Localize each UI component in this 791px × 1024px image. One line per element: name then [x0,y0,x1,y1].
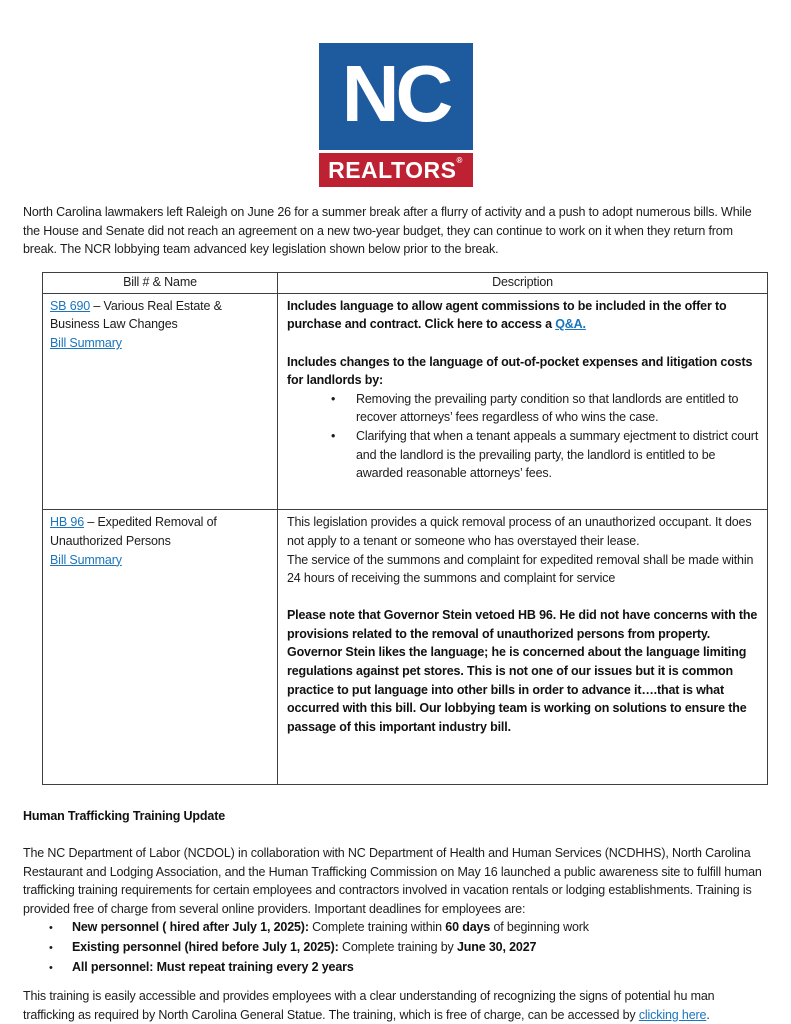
hb96-desc-line-2: The service of the summons and complaint for expedited removal shall be made within 24 hours of receiving the summons and complaint for service [287,552,754,586]
bullet-icon [331,390,356,427]
hb96-name-cell [43,510,278,785]
bullet-2-mid: Complete training by [338,940,457,954]
training-bullet-existing-personnel [49,938,768,958]
closing-period: . [706,1007,710,1022]
sb690-bullet-2-text: Clarifying that when a tenant appeals a summary ejectment to district court and the landlord is the prevailing party, the landlord is entitled to be awarded reasonable attorneys’ fees. [356,428,759,481]
bullet-2-bold-2: June 30, 2027 [456,940,537,954]
intro-paragraph: North Carolina lawmakers left Raleigh on June 26 for a summer break after a flurry of activity and a push to adopt numerous bills. While the House and Senate did not reach an agreement on a new two-year budget, they can continue to work on it when they return from break. The NCR lobbying team advanced key legislation shown below prior to the break. [23,205,752,257]
sb690-desc-p1-text: Includes language to allow agent commissions to be included in the offer to purchase and contract. Click here to access a [287,298,727,332]
training-paragraph: The NC Department of Labor (NCDOL) in collaboration with NC Department of Health and Human Services (NCDHHS), North Carolina Restaurant and Lodging Association, and the Human Trafficking Commission on May 16 launched a public awareness site to fulfill human trafficking training requirements for certain employees and contractors involved in vacation rentals or lodging establishments. Training is provided free of charge from several online providers. Important deadlines for employees are: [23,846,762,916]
bills-table [42,272,768,786]
table-row-sb690 [43,293,768,510]
registered-trademark-symbol: ® [456,155,463,165]
table-header-row [43,272,768,293]
sb690-bill-summary-link[interactable]: Bill Summary [50,335,122,350]
training-bullet-1-text [72,918,589,938]
hb96-title-text: – Expedited Removal of Unauthorized Persons [50,515,217,548]
training-bullet-new-personnel [49,918,768,938]
bullet-2-bold: Existing personnel (hired before July 1, 2025): [72,940,339,954]
bullet-1-end: of beginning work [490,920,589,935]
closing-text: This training is easily accessible and provides employees with a clear understanding of recognizing the signs of potential hu man trafficking as required by North Carolina General Statue. The training, which is free of charge, can be accessed by [23,989,715,1022]
bullet-icon [49,938,72,958]
logo-realtors-text [328,155,463,183]
spacer [287,334,759,353]
sb690-desc-paragraph-2: Includes changes to the language of out-of-pocket expenses and litigation costs for landlords by: [287,354,753,388]
training-update-heading: Human Trafficking Training Update [23,809,226,824]
bullet-icon [331,427,356,483]
table-row-hb96 [43,510,768,785]
column-header-bill-name: Bill # & Name [43,272,278,293]
bullet-icon [49,918,72,938]
bullet-1-bold: New personnel ( hired after July 1, 2025): [72,920,309,935]
logo-red-banner [319,153,473,187]
hb96-title [50,513,269,550]
qa-link[interactable]: Q&A. [555,317,586,332]
sb690-bullet-2 [331,427,759,483]
logo-blue-box [319,43,473,150]
hb96-veto-paragraph: Please note that Governor Stein vetoed HB 96. He did not have concerns with the provisions related to the removal of unauthorized persons from property. Governor Stein likes the language; he is concerned about the language limiting regulations against pet stores. This is not one of our issues but it is common practice to put language into other bills in order to advance it….that is what occurred with this bill. Our lobbying team is working on solutions to ensure the passage of this important industry bill. [287,608,758,734]
clicking-here-link[interactable]: clicking here [638,1007,707,1022]
sb690-name-cell [43,293,278,510]
sb690-desc-paragraph-1 [287,297,759,334]
bullet-icon [49,958,72,978]
spacer [287,483,759,502]
spacer [287,736,759,776]
hb96-desc-line-1: This legislation provides a quick removal process of an unauthorized occupant. It does not apply to a tenant or someone who has overstayed their lease. [287,515,752,548]
closing-paragraph [23,987,768,1024]
sb690-title-text: – Various Real Estate & Business Law Changes [50,298,222,332]
training-bullet-2-text [72,938,536,958]
training-bullet-all-personnel [49,958,768,978]
spacer [287,588,759,607]
sb690-title [50,297,269,334]
logo-nc-text: NC [341,48,450,138]
hb96-bill-link[interactable]: HB 96 [50,515,84,530]
bullet-1-bold-2: 60 days [445,920,491,935]
logo-realtors-word: REALTORS [328,156,457,183]
hb96-description-cell [278,510,768,785]
training-bullet-3-text: All personnel: Must repeat training every 2 years [72,959,354,974]
column-header-description: Description [278,272,768,293]
sb690-bill-link[interactable]: SB 690 [50,298,91,313]
bullet-1-mid: Complete training within [308,920,446,935]
nc-realtors-logo [23,0,768,187]
sb690-description-cell [278,293,768,510]
hb96-bill-summary-link[interactable]: Bill Summary [50,552,122,567]
sb690-bullet-1-text: Removing the prevailing party condition so that landlords are entitled to recover attorneys’ fees regardless of who wins the case. [356,391,739,425]
sb690-bullet-1 [331,390,759,427]
